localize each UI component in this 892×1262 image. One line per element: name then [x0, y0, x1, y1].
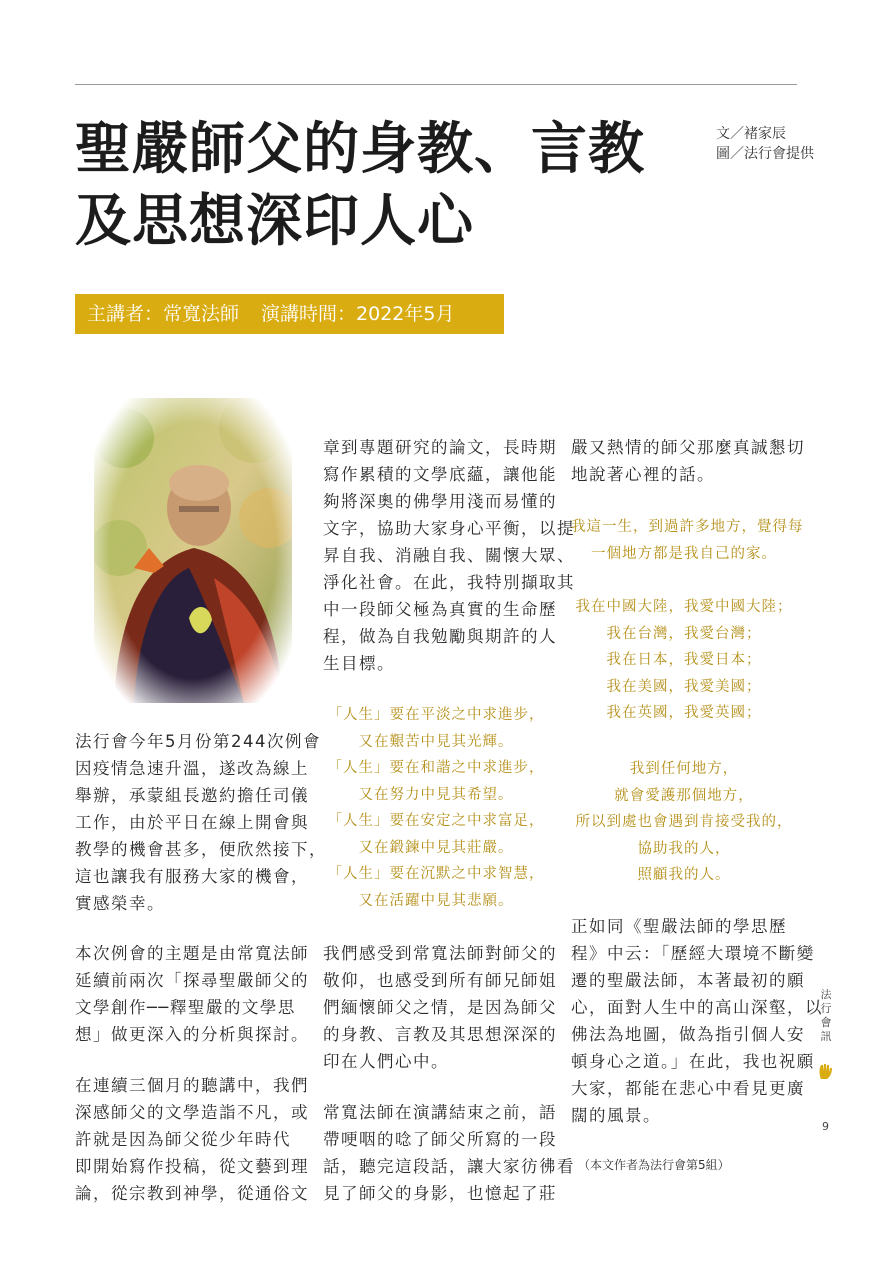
- col2-paragraph-3: [323, 1099, 575, 1207]
- text-line: 章到專題研究的論文，長時期: [323, 438, 557, 457]
- col3-paragraph-1: [571, 434, 805, 488]
- text-line: 因疫情急速升溫，遂改為線上: [75, 759, 309, 778]
- quote-line: 我在中國大陸，我愛中國大陸；: [575, 599, 793, 615]
- quote-line: 我這一生，到過許多地方，覺得每: [571, 519, 804, 535]
- text-line: 話，聽完這段話，讓大家彷彿看: [323, 1157, 575, 1176]
- col1-paragraph-1: [75, 728, 327, 917]
- text-line: 程，做為自我勉勵與期許的人: [323, 627, 557, 646]
- image-credit: 圖／法行會提供: [716, 146, 814, 162]
- text-line: 即開始寫作投稿，從文藝到理: [75, 1157, 309, 1176]
- talk-time-label: 演講時間：2022年5月: [261, 303, 455, 325]
- logo-char: 行: [820, 1002, 832, 1015]
- quote-line: 所以到處也會遇到肯接受我的，: [575, 814, 793, 830]
- quote-line: 又在努力中見其希望。: [358, 786, 514, 803]
- text-line: 敬仰，也感受到所有師兄師姐: [323, 971, 557, 990]
- text-line: 心，面對人生中的高山深壑，以: [571, 998, 823, 1017]
- speaker-label: 主講者：常寬法師: [87, 303, 240, 325]
- text-line: 生目標。: [323, 654, 395, 673]
- text-line: 闊的風景。: [571, 1106, 661, 1125]
- quote-line: 我到任何地方，: [629, 761, 739, 777]
- col3-quote-places: [571, 594, 797, 727]
- text-line: 帶哽咽的唸了師父所寫的一段: [323, 1130, 557, 1149]
- col2-life-quote: [323, 702, 549, 914]
- text-line: 法行會今年5月份第244次例會: [75, 732, 321, 751]
- writer-credit: 文／褚家辰: [716, 126, 786, 142]
- text-line: 見了師父的身影，也憶起了莊: [323, 1184, 557, 1203]
- hand-icon: [818, 1062, 834, 1080]
- text-line: 許就是因為師父從少年時代: [75, 1130, 291, 1149]
- text-line: 論，從宗教到神學，從通俗文: [75, 1184, 309, 1203]
- text-line: 常寬法師在演講結束之前，語: [323, 1103, 557, 1122]
- text-line: 我們感受到常寬法師對師父的: [323, 944, 557, 963]
- text-line: 淨化社會。在此，我特別擷取其: [323, 573, 575, 592]
- text-line: 文學創作──釋聖嚴的文學思: [75, 998, 296, 1017]
- quote-line: 「人生」要在平淡之中求進步，: [327, 707, 545, 723]
- title-line-2: 及思想深印人心: [75, 188, 474, 254]
- text-line: 在連續三個月的聽講中，我們: [75, 1076, 309, 1095]
- quote-line: 我在美國，我愛美國；: [606, 678, 762, 695]
- col1-paragraph-2: [75, 940, 309, 1048]
- quote-line: 一個地方都是我自己的家。: [591, 545, 777, 562]
- col2-paragraph-1: [323, 434, 575, 677]
- logo-char: 法: [820, 988, 832, 1001]
- credits: [716, 124, 814, 164]
- text-line: 嚴又熱情的師父那麼真誠懇切: [571, 438, 805, 457]
- logo-char: 會: [820, 1016, 832, 1029]
- author-footnote: （本文作者為法行會第5組）: [578, 1158, 730, 1172]
- text-line: 程》中云：「歷經大環境不斷變: [571, 944, 815, 963]
- quote-line: 「人生」要在和諧之中求進步，: [327, 760, 545, 776]
- col3-paragraph-2: [571, 913, 823, 1129]
- top-divider: [75, 84, 797, 85]
- quote-line: 又在活躍中見其悲願。: [358, 892, 514, 909]
- text-line: 深感師父的文學造詣不凡，或: [75, 1103, 309, 1122]
- col3-quote-anywhere: [571, 756, 797, 889]
- text-line: 遷的聖嚴法師，本著最初的願: [571, 971, 805, 990]
- quote-line: 我在英國，我愛英國；: [606, 705, 762, 721]
- quote-line: 協助我的人，: [637, 840, 731, 857]
- speaker-bar: [75, 294, 504, 334]
- text-line: 工作，由於平日在線上開會與: [75, 813, 309, 832]
- quote-line: 就會愛護那個地方，: [614, 787, 754, 804]
- page-number: 9: [822, 1120, 829, 1133]
- col1-paragraph-3: [75, 1072, 309, 1207]
- text-line: 實感榮幸。: [75, 894, 165, 913]
- text-line: 想」做更深入的分析與探討。: [75, 1025, 309, 1044]
- quote-line: 照顧我的人。: [637, 867, 731, 883]
- text-line: 文字，協助大家身心平衡，以提: [323, 519, 575, 538]
- text-line: 們緬懷師父之情，是因為師父: [323, 998, 557, 1017]
- quote-line: 我在台灣，我愛台灣；: [606, 625, 762, 642]
- text-line: 本次例會的主題是由常寬法師: [75, 944, 309, 963]
- col3-quote-home: [571, 514, 804, 567]
- quote-line: 我在日本，我愛日本；: [606, 652, 762, 668]
- text-line: 昇自我、消融自我、關懷大眾、: [323, 546, 575, 565]
- text-line: 地說著心裡的話。: [571, 465, 715, 484]
- article-title: [75, 113, 675, 257]
- text-line: 正如同《聖嚴法師的學思歷: [571, 917, 787, 936]
- monk-portrait-image: [94, 398, 292, 703]
- quote-line: 又在艱苦中見其光輝。: [358, 733, 514, 750]
- text-line: 延續前兩次「探尋聖嚴師父的: [75, 971, 309, 990]
- text-line: 中一段師父極為真實的生命歷: [323, 600, 557, 619]
- quote-line: 「人生」要在沉默之中求智慧，: [327, 866, 545, 882]
- quote-line: 又在鍛鍊中見其莊嚴。: [358, 839, 514, 856]
- quote-line: 「人生」要在安定之中求富足，: [327, 813, 545, 829]
- text-line: 印在人們心中。: [323, 1052, 449, 1071]
- text-line: 大家，都能在悲心中看見更廣: [571, 1079, 805, 1098]
- text-line: 這也讓我有服務大家的機會，: [75, 867, 309, 886]
- text-line: 佛法為地圖，做為指引個人安: [571, 1025, 805, 1044]
- text-line: 寫作累積的文學底蘊，讓他能: [323, 465, 557, 484]
- title-line-1: 聖嚴師父的身教、言教: [75, 116, 645, 182]
- magazine-logo: [819, 988, 833, 1044]
- logo-char: 訊: [820, 1030, 832, 1043]
- text-line: 頓身心之道。」在此，我也祝願: [571, 1052, 815, 1071]
- text-line: 教學的機會甚多，便欣然接下，: [75, 840, 327, 859]
- text-line: 夠將深奧的佛學用淺而易懂的: [323, 492, 557, 511]
- col2-paragraph-2: [323, 940, 557, 1075]
- text-line: 舉辦，承蒙組長邀約擔任司儀: [75, 786, 309, 805]
- text-line: 的身教、言教及其思想深深的: [323, 1025, 557, 1044]
